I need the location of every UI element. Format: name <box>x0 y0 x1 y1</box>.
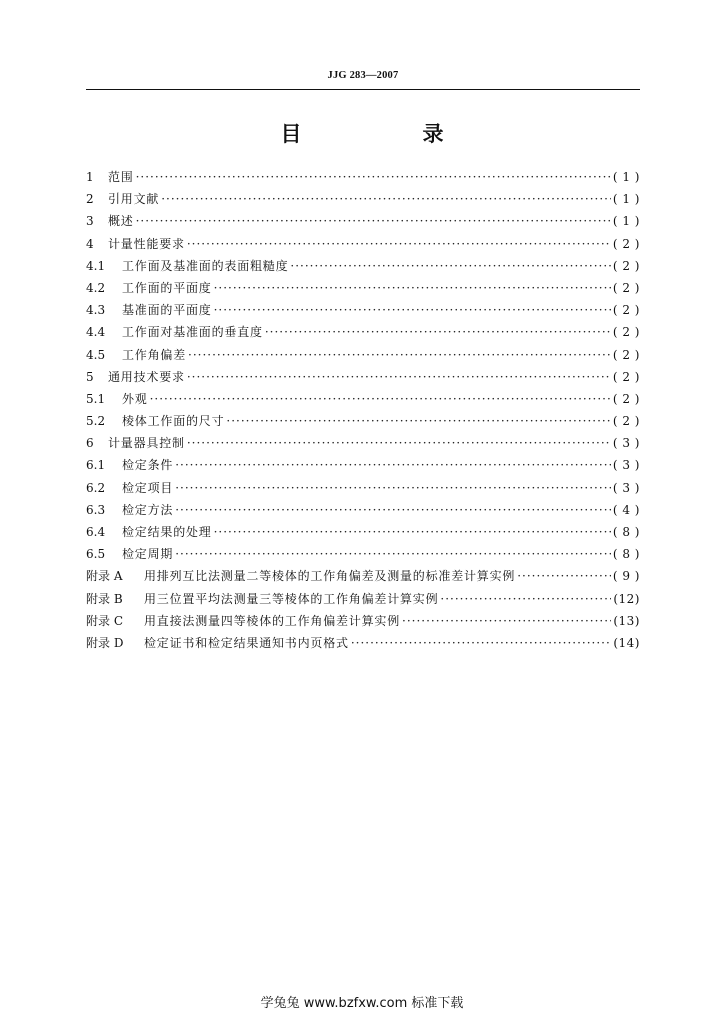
toc-entry-label: 概述 <box>108 214 134 229</box>
toc-entry-number: 5 <box>86 369 94 384</box>
toc-entry[interactable] <box>86 257 640 279</box>
toc-dot-leader <box>214 281 611 295</box>
toc-entry-number: 1 <box>86 170 94 184</box>
toc-entry-number: 3 <box>86 214 94 229</box>
toc-entry-page: ( 4 ) <box>612 502 640 517</box>
toc-entry-label: 检定条件 <box>122 458 174 473</box>
toc-dot-leader <box>175 547 611 561</box>
toc-entry-number: 4.2 <box>86 280 106 295</box>
toc-entry-page: ( 2 ) <box>612 258 640 273</box>
toc-dot-leader <box>402 614 611 628</box>
toc-entry[interactable] <box>86 590 640 612</box>
toc-entry-number: 2 <box>86 192 94 207</box>
toc-entry-page: ( 2 ) <box>612 347 640 362</box>
toc-entry[interactable] <box>86 368 640 390</box>
toc-entry-page: (14) <box>613 635 640 650</box>
toc-entry-page: (13) <box>613 613 640 628</box>
toc-entry-number: 4.4 <box>86 325 106 340</box>
toc-entry-label: 工作面对基准面的垂直度 <box>122 325 263 340</box>
toc-dot-leader <box>187 237 611 251</box>
toc-entry-label: 用排列互比法测量二等棱体的工作角偏差及测量的标准差计算实例 <box>144 569 516 584</box>
toc-entry[interactable] <box>86 567 640 589</box>
toc-entry-number: 6.4 <box>86 525 106 539</box>
toc-entry[interactable] <box>86 346 640 368</box>
toc-entry[interactable] <box>86 279 640 301</box>
toc-entry-page: ( 3 ) <box>612 480 640 495</box>
toc-entry-number: 附录 D <box>86 635 124 650</box>
toc-entry-label: 用三位置平均法测量三等棱体的工作角偏差计算实例 <box>144 591 439 606</box>
toc-entry[interactable] <box>86 168 640 190</box>
toc-entry[interactable] <box>86 634 640 656</box>
toc-entry-number: 4 <box>86 236 94 251</box>
toc-entry[interactable] <box>86 212 640 234</box>
toc-entry-page: ( 9 ) <box>612 569 640 584</box>
toc-entry-number: 4.3 <box>86 303 106 318</box>
toc-entry-page: ( 8 ) <box>612 547 640 562</box>
toc-dot-leader <box>175 481 611 495</box>
footer-watermark: 学兔兔 www.bzfxw.com 标准下载 <box>260 996 464 1011</box>
toc-dot-leader <box>440 592 611 606</box>
toc-entry-page: ( 2 ) <box>612 325 640 340</box>
toc-dot-leader <box>517 569 611 583</box>
toc-dot-leader <box>265 325 611 339</box>
toc-entry-label: 棱体工作面的尺寸 <box>122 414 225 429</box>
toc-entry-label: 工作角偏差 <box>122 347 187 362</box>
toc-entry-label: 检定项目 <box>122 480 174 495</box>
toc-entry[interactable] <box>86 523 640 545</box>
toc-entry-number: 6.5 <box>86 547 106 562</box>
toc-entry[interactable] <box>86 545 640 567</box>
toc-dot-leader <box>214 303 611 317</box>
toc-dot-leader <box>187 436 611 450</box>
toc-entry-number: 4.5 <box>86 347 106 362</box>
toc-entry-number: 6.1 <box>86 458 106 473</box>
toc-entry-page: ( 2 ) <box>612 369 640 384</box>
header-rule <box>86 89 640 90</box>
toc-entry-label: 用直接法测量四等棱体的工作角偏差计算实例 <box>144 613 401 628</box>
toc-entry-page: ( 1 ) <box>612 192 640 207</box>
toc-entry[interactable] <box>86 323 640 345</box>
toc-entry[interactable] <box>86 390 640 412</box>
toc-dot-leader <box>188 348 611 362</box>
toc-entry-page: ( 2 ) <box>612 303 640 318</box>
toc-entry-page: ( 3 ) <box>612 458 640 473</box>
toc-entry-page: ( 2 ) <box>612 236 640 251</box>
toc-dot-leader <box>136 214 611 228</box>
toc-dot-leader <box>351 636 612 650</box>
toc-dot-leader <box>214 525 611 539</box>
toc-entry-number: 6.2 <box>86 480 106 495</box>
toc-dot-leader <box>136 170 611 184</box>
toc-dot-leader <box>175 458 611 472</box>
toc-entry[interactable] <box>86 434 640 456</box>
toc-entry-number: 4.1 <box>86 258 106 273</box>
toc-entry-page: ( 3 ) <box>612 436 640 451</box>
toc-entry-label: 检定证书和检定结果通知书内页格式 <box>144 635 349 650</box>
toc-entry-label: 外观 <box>122 391 148 406</box>
page-title: 目 录 <box>280 122 494 146</box>
toc-entry-label: 范围 <box>108 170 134 184</box>
toc-entry-number: 6 <box>86 436 94 451</box>
toc-entry-label: 计量器具控制 <box>108 436 185 451</box>
toc-entry[interactable] <box>86 301 640 323</box>
toc-entry-page: ( 2 ) <box>612 414 640 429</box>
toc-entry-page: ( 8 ) <box>612 525 640 539</box>
toc-dot-leader <box>226 414 610 428</box>
toc-entry-page: ( 1 ) <box>612 214 640 229</box>
toc-dot-leader <box>150 392 611 406</box>
toc-entry[interactable] <box>86 235 640 257</box>
toc-entry-number: 附录 C <box>86 613 123 628</box>
toc-entry-label: 检定周期 <box>122 547 174 562</box>
toc-entry-label: 检定方法 <box>122 502 174 517</box>
toc-entry-number: 附录 B <box>86 591 123 606</box>
toc-entry-number: 6.3 <box>86 502 106 517</box>
toc-entry-label: 基准面的平面度 <box>122 303 212 318</box>
toc-dot-leader <box>187 370 611 384</box>
toc-entry-label: 工作面的平面度 <box>122 280 212 295</box>
toc-entry-page: (12) <box>613 591 640 606</box>
toc-entry[interactable] <box>86 501 640 523</box>
table-of-contents <box>86 168 640 656</box>
toc-entry-page: ( 2 ) <box>612 391 640 406</box>
toc-entry[interactable] <box>86 479 640 501</box>
toc-entry[interactable] <box>86 190 640 212</box>
toc-dot-leader <box>161 192 611 206</box>
toc-entry-page: ( 2 ) <box>612 280 640 295</box>
toc-entry-label: 引用文献 <box>108 192 160 207</box>
toc-dot-leader <box>175 503 611 517</box>
toc-entry-label: 计量性能要求 <box>108 236 185 251</box>
toc-entry-label: 检定结果的处理 <box>122 525 212 539</box>
toc-entry[interactable] <box>86 412 640 434</box>
toc-dot-leader <box>290 259 610 273</box>
toc-entry-label: 通用技术要求 <box>108 369 185 384</box>
toc-entry[interactable] <box>86 456 640 478</box>
toc-entry-page: ( 1 ) <box>612 170 640 184</box>
toc-entry-number: 5.1 <box>86 391 106 406</box>
toc-entry[interactable] <box>86 612 640 634</box>
toc-entry-label: 工作面及基准面的表面粗糙度 <box>122 258 289 273</box>
toc-entry-number: 附录 A <box>86 569 123 584</box>
document-code-header: JJG 283—2007 <box>327 70 399 81</box>
toc-entry-number: 5.2 <box>86 414 106 429</box>
